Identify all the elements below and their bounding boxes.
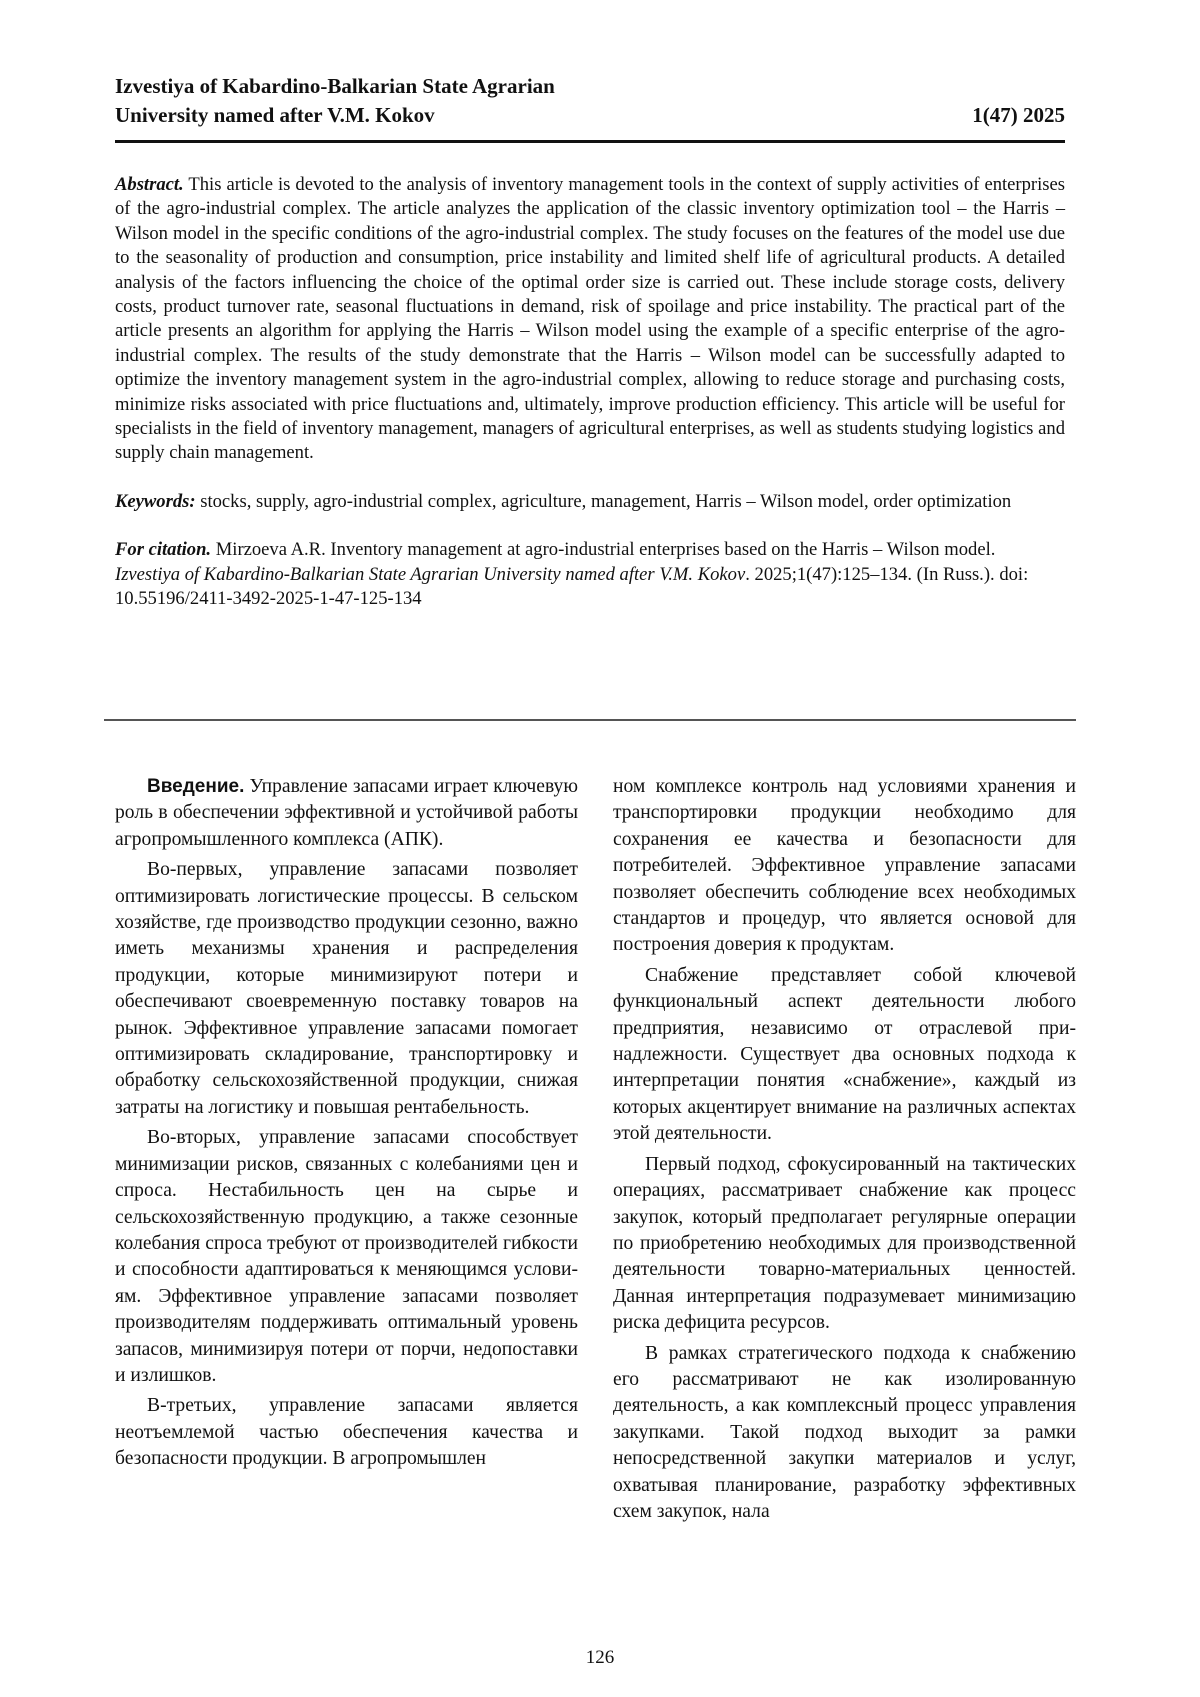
body-paragraph: Снабжение представляет собой ключевой функциональный аспект деятельности любого предприятия, независимо от отраслевой принадлежности. Существует два основных подхода к интерпретации понятия «снабжение», каждый из которых акцентирует внимание на различных аспектах этой деятельности.: [613, 964, 1076, 1145]
intro-label: Введение.: [147, 776, 245, 797]
body-paragraph: Во-первых, управление запасами позволяет оптимизировать логистические процессы. В сельском хозяйстве, где производство продукции сезонно, важно иметь механизмы хранения и распределения продукции, которые минимизируют потери и обеспечивают своевременную поставку товаров на рынок. Эффективное управление запасами помогает оптимизировать складирование, транспортировку и обработку сельскохозяйственной продукции, снижая затраты на логистику и повышая рентабельность.: [115, 859, 578, 1118]
intro-paragraph: [115, 774, 578, 853]
body-paragraph: В-третьих, управление запасами является неотъемлемой частью обеспечения качества и безопасности продукции. В агропромышлен: [115, 1395, 578, 1470]
citation-journal: Izvestiya of Kabardino-Balkarian State Agrarian University named after V.M. Kokov: [115, 563, 746, 585]
section-divider: [104, 719, 1076, 721]
citation-text-before: Mirzoeva A.R. Inventory management at agro-industrial enterprises based on the Harris – Wilson model.: [211, 539, 996, 561]
journal-title-line2: University named after V.M. Kokov: [115, 103, 435, 127]
citation-text-after: . 2025;1(47):125–134. (In Russ.). doi: 10.55196/2411-3492-2025-1-47-125-134: [115, 563, 1029, 610]
header-rule: [115, 140, 1065, 143]
body-column-left: [115, 774, 578, 1477]
keywords-text: stocks, supply, agro-industrial complex, agriculture, management, Harris – Wilson model, order optimization: [195, 490, 1012, 512]
body-paragraph-continued: ном комплексе контроль над условиями хранения и транспортировки продукции необходимо для сохранения ее качества и безопасности для потребителей. Эффективное управление запасами позволяет обеспечить соблюдение всех необходимых стандартов и процедур, что является основой для построения доверия к продуктам.: [613, 776, 1076, 956]
body-paragraph: Во-вторых, управление запасами способствует минимизации рисков, связанных с колебаниями цен и спроса. Нестабильность цен на сырье и сельскохозяйственную продукцию, а также сезонные колебания спроса требуют от производителей гибкости и способности адаптироваться к меняющимся условиям. Эффективное управление запасами позволяет производителям поддерживать оптимальный уровень запасов, минимизируя потери от порчи, недопоставки и излишков.: [115, 1127, 578, 1386]
intro-text: Управление запасами играет ключевую роль в обеспечении эффективной и устойчивой работы агропромышленного комплекса (АПК).: [115, 776, 578, 850]
body-paragraph: В рамках стратегического подхода к снабжению его рассматривают не как изолированную деятельность, а как комплексный процесс управления закупками. Такой подход выходит за рамки непосредственной закупки материалов и услуг, охватывая планирование, разработку эффективных схем закупок, нала: [613, 1342, 1076, 1522]
citation-label: For citation.: [115, 539, 212, 561]
journal-title-line1: Izvestiya of Kabardino-Balkarian State Agrarian: [115, 74, 555, 98]
citation-paragraph: [115, 538, 1065, 611]
body-paragraph: Первый подход, сфокусированный на тактических операциях, рассматривает снабжение как процесс закупок, который предполагает регулярные операции по приобретению необходимых для производственной деятельности товарно-материальных ценностей. Данная интерпретация подразумевает минимизацию риска дефицита ресурсов.: [613, 1153, 1076, 1334]
keywords-paragraph: [115, 490, 1065, 514]
running-header: [115, 72, 1065, 130]
keywords-label: Keywords:: [115, 490, 196, 512]
abstract-paragraph: [115, 173, 1065, 466]
body-column-right: [613, 774, 1076, 1529]
abstract-section: [115, 173, 1065, 612]
issue-number: 1(47) 2025: [972, 103, 1065, 127]
abstract-text: This article is devoted to the analysis of inventory management tools in the context of supply activities of enterprises of the agro-industrial complex. The article analyzes the application of the classic inventory optimization tool – the Harris – Wilson model in the specific conditions of the agro-industrial complex. The study focuses on the features of the model use due to the seasonality of production and consumption, price instability and limited shelf life of agricultural products. A detailed analysis of the factors influencing the choice of the optimal order size is carried out. These include storage costs, delivery costs, product turnover rate, seasonal fluctuations in demand, risk of spoilage and price instability. The practical part of the article presents an algorithm for applying the Harris – Wilson model using the example of a specific enterprise of the agro-industrial complex. The results of the study demonstrate that the Harris – Wilson model can be successfully adapted to optimize the inventory management system in the agro-industrial complex, allowing to reduce storage and purchasing costs, minimize risks associated with price fluctuations and, ultimately, improve production efficiency. This article will be useful for specialists in the field of inventory management, managers of agricultural enterprises, as well as students studying logistics and supply chain management.: [115, 174, 1065, 464]
abstract-label: Abstract.: [115, 174, 184, 195]
page-number: 126: [585, 1647, 615, 1668]
